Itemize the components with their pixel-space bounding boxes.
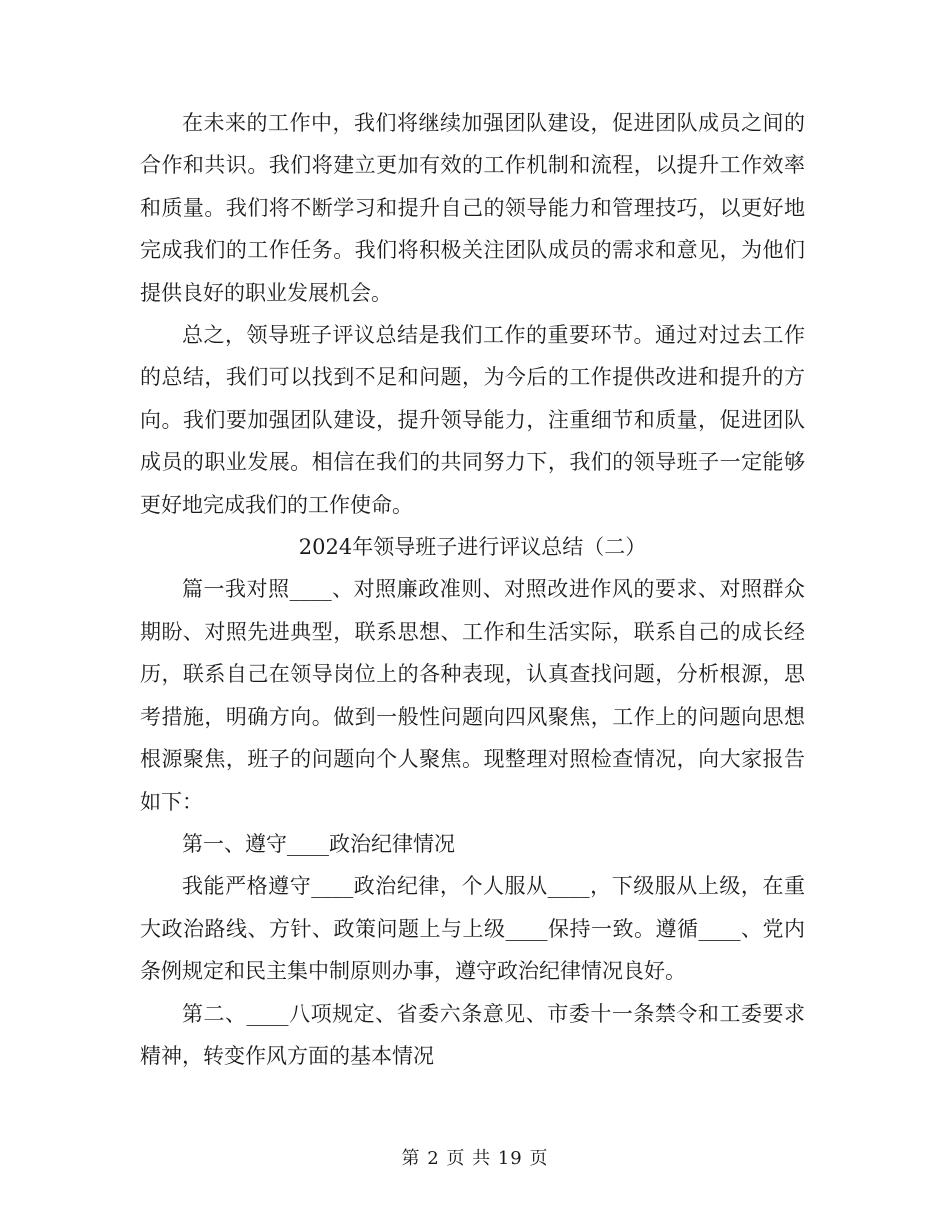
document-body xyxy=(140,102,805,1077)
page-footer: 第 2 页 共 19 页 xyxy=(401,1148,549,1169)
paragraph-intro: 篇一我对照____、对照廉政准则、对照改进作风的要求、对照群众期盼、对照先进典型，联系思想、工作和生活实际，联系自己的成长经历，联系自己在领导岗位上的各种表现，认真查找问题，分析根源，思考措施，明确方向。做到一般性问题向四风聚焦，工作上的问题向思想根源聚焦，班子的问题向个人聚焦。现整理对照检查情况，向大家报告如下： xyxy=(140,577,805,814)
section-title: 2024年领导班子进行评议总结（二） xyxy=(298,535,647,560)
heading-second: 第二、____八项规定、省委六条意见、市委十一条禁令和工委要求精神，转变作风方面的基本情况 xyxy=(140,1001,805,1068)
paragraph-political-discipline: 我能严格遵守____政治纪律，个人服从____，下级服从上级，在重大政治路线、方针、政策问题上与上级____保持一致。遵循____、党内条例规定和民主集中制原则办事，遵守政治纪律情况良好。 xyxy=(140,874,805,984)
heading-first: 第一、遵守____政治纪律情况 xyxy=(182,831,455,856)
paragraph-future-work: 在未来的工作中，我们将继续加强团队建设，促进团队成员之间的合作和共识。我们将建立更加有效的工作机制和流程，以提升工作效率和质量。我们将不断学习和提升自己的领导能力和管理技巧，以更好地完成我们的工作任务。我们将积极关注团队成员的需求和意见，为他们提供良好的职业发展机会。 xyxy=(140,111,805,305)
paragraph-summary: 总之，领导班子评议总结是我们工作的重要环节。通过对过去工作的总结，我们可以找到不足和问题，为今后的工作提供改进和提升的方向。我们要加强团队建设，提升领导能力，注重细节和质量，促进团队成员的职业发展。相信在我们的共同努力下，我们的领导班子一定能够更好地完成我们的工作使命。 xyxy=(140,323,805,517)
